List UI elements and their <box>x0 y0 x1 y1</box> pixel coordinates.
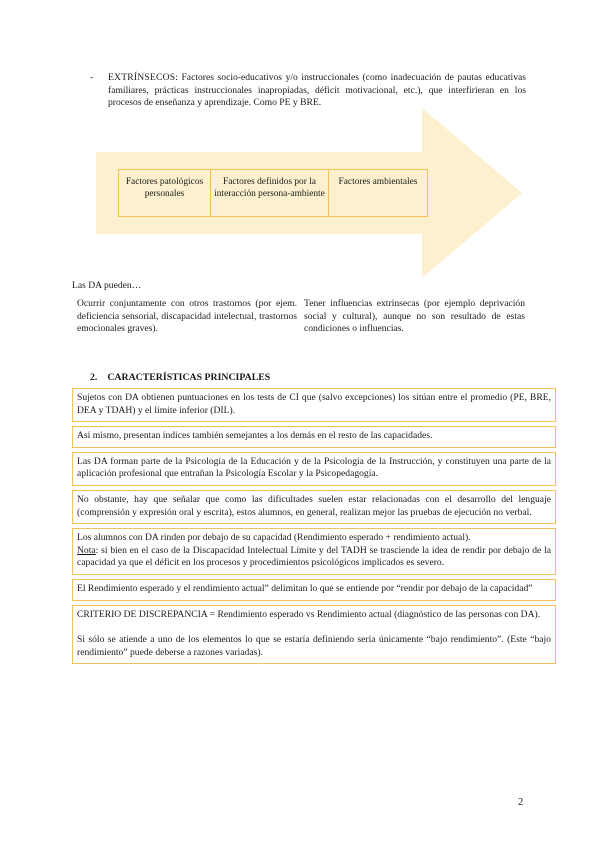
note-label: Nota <box>77 544 96 556</box>
column-right: Tener influencias extrínsecas (por ejemplo deprivación social y cultural), aunque no son resultado de estas condiciones o influencias. <box>304 298 525 335</box>
factor-box-patologicos: Factores patológicos personales <box>119 170 211 216</box>
characteristics-list <box>72 388 556 668</box>
section-number: 2. <box>90 372 98 383</box>
note-text: : si bien en el caso de la Discapacidad Intelectual Límite y del TADH se trasciende la idea de rendir por debajo de la capacidad ya que el déficit en los procesos y procedimientos psicológicos implicados es severo. <box>77 544 551 569</box>
char-box-delimitan <box>72 579 556 601</box>
column-left: Ocurrir conjuntamente con otros trastornos (por ejem. deficiencia sensorial, discapacidad intelectual, trastornos emocionales graves). <box>77 298 297 335</box>
char-text: Las DA forman parte de la Psicología de la Educación y de la Psicología de la Instrucción, y constituyen una parte de la aplicación profesional que entrañan la Psicología Escolar y la Psicopedagogía. <box>77 455 551 480</box>
char-text: Si sólo se atiende a uno de los elementos lo que se estaría definiendo sería únicamente “bajo rendimiento”. (Este “bajo rendimiento” puede deberse a razones variadas). <box>77 634 551 658</box>
char-box-rendimiento <box>72 528 556 575</box>
char-box-psicologia <box>72 452 556 486</box>
bullet-dash: - <box>90 72 94 83</box>
char-box-criterio <box>72 605 556 665</box>
char-text: Los alumnos con DA rinden por debajo de su capacidad (Rendimiento esperado + rendimiento actual). <box>77 532 471 544</box>
factor-box-ambientales: Factores ambientales <box>338 177 418 187</box>
page-number: 2 <box>518 797 524 808</box>
factor-box-interaccion: Factores definidos por la interacción persona-ambiente <box>211 170 329 216</box>
intro-lead-term: EXTRÍNSECOS <box>108 72 176 83</box>
char-box-ci <box>72 388 556 422</box>
char-note <box>77 545 551 570</box>
char-text: El Rendimiento esperado y el rendimiento actual” delimitan lo que se entiende por “rendir por debajo de la capacidad” <box>77 582 533 594</box>
char-text: Así mismo, presentan índices también semejantes a los demás en el resto de las capacidades. <box>77 430 433 442</box>
factor-table <box>118 169 428 217</box>
char-text: CRITERIO DE DISCREPANCIA = Rendimiento esperado vs Rendimiento actual (diagnóstico de las personas con DA). <box>77 608 541 620</box>
char-text: No obstante, hay que señalar que como las dificultades suelen estar relacionadas con el desarrollo del lenguaje (comprensión y expresión oral y escrita), estos alumnos, en general, realizan mejor las pruebas de ejecución no verbal. <box>77 493 551 518</box>
intro-paragraph <box>108 72 526 110</box>
section-heading <box>90 372 270 385</box>
da-pueden-label: Las DA pueden… <box>72 280 142 291</box>
intro-body: : Factores socio-educativos y/o instruccionales (como inadecuación de pautas educativas familiares, prácticas instruccionales inapropiadas, déficit motivacional, etc.), que interfirieran en los procesos de enseñanza y aprendizaje. Como PE y BRE. <box>108 72 526 109</box>
char-text: Sujetos con DA obtienen puntuaciones en los tests de CI que (salvo excepciones) los sitúan entre el promedio (PE, BRE, DEA y TDAH) y el límite inferior (DIL). <box>77 392 551 416</box>
char-box-lenguaje <box>72 490 556 524</box>
section-title: CARACTERÍSTICAS PRINCIPALES <box>107 372 271 383</box>
char-box-indices <box>72 426 556 448</box>
